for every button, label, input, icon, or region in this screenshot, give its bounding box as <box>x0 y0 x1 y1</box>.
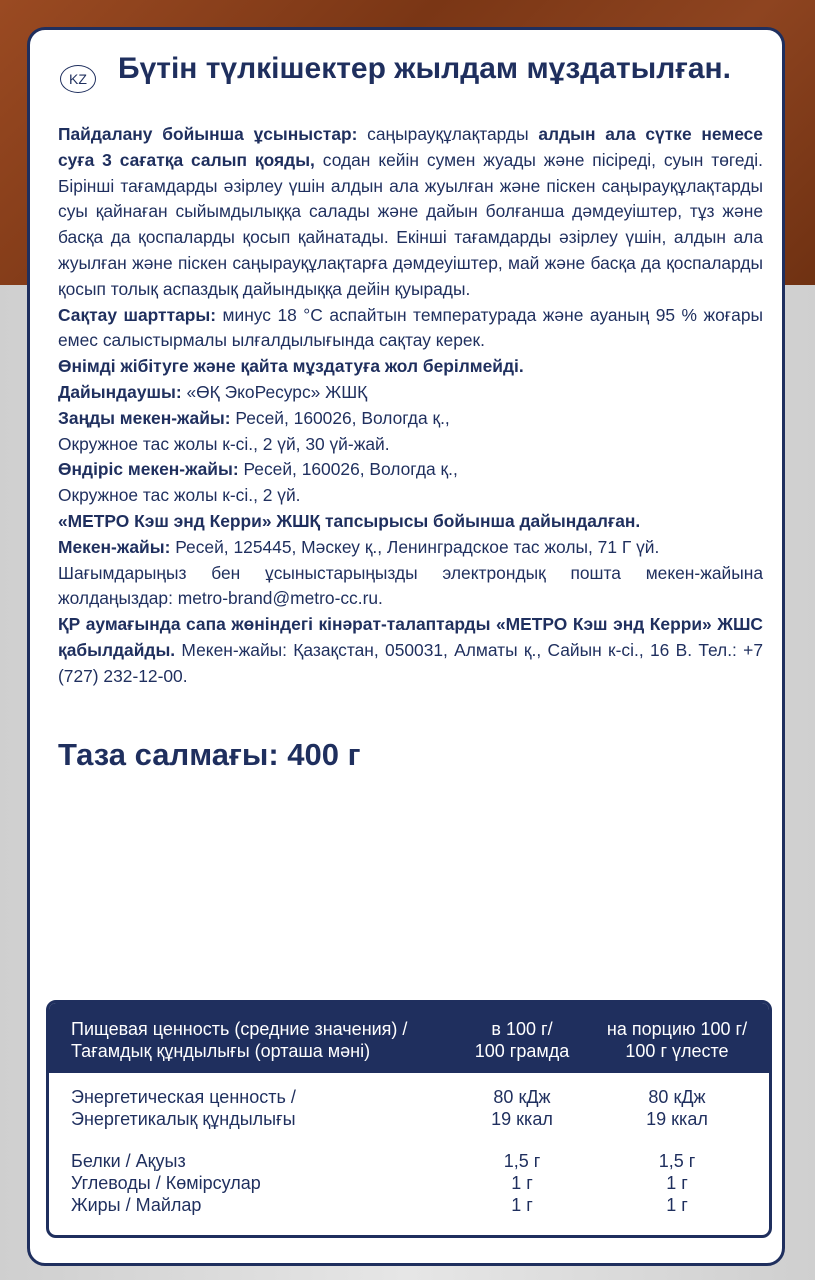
carbs-portion: 1 г <box>666 1173 688 1193</box>
protein-per100: 1,5 г <box>503 1151 541 1171</box>
production-address-line1: Ресей, 160026, Вологда қ., <box>238 459 458 480</box>
legal-address-line1: Ресей, 160026, Вологда қ., <box>230 407 450 428</box>
energy-name-line1: Энергетическая ценность / <box>71 1087 296 1107</box>
legal-address-label: Заңды мекен-жайы: <box>58 407 231 428</box>
usage-text-1: саңырауқұлақтарды <box>357 124 539 144</box>
manufacturer-label: Дайындаушы: <box>58 381 182 402</box>
fat-name: Жиры / Майлар <box>71 1195 202 1215</box>
header-portion-column <box>597 1018 757 1062</box>
nutrition-body <box>49 1073 769 1235</box>
energy-portion-kj: 80 кДж <box>648 1087 706 1107</box>
manufacturer <box>58 380 763 406</box>
claims-text: Мекен-жайы: Қазақстан, 050031, Алматы қ., Сайын к-сі., 16 В. Тел.: +7 (727) 232-12-00. <box>58 639 763 686</box>
manufacturer-text: «ӨҚ ЭкоРесурс» ЖШҚ <box>181 381 368 402</box>
fat-per100: 1 г <box>511 1195 533 1215</box>
ordered-address-label: Мекен-жайы: <box>58 536 171 557</box>
usage-label: Пайдалану бойынша ұсыныстар: <box>58 124 358 144</box>
energy-per100-kcal: 19 ккал <box>491 1109 553 1129</box>
energy-name-line2: Энергетикалық құндылығы <box>71 1109 296 1129</box>
claims-note <box>58 612 763 689</box>
nutrition-header <box>49 1003 769 1073</box>
nutrition-table <box>46 1000 772 1238</box>
header-nutrient-column <box>71 1018 461 1062</box>
net-weight: Таза салмағы: 400 г <box>58 737 361 772</box>
header-col1-line2: Тағамдық құндылығы (орташа мәні) <box>71 1041 371 1061</box>
usage-recommendations <box>58 122 763 303</box>
header-col2-line1: в 100 г/ <box>491 1019 553 1039</box>
energy-per100-kj: 80 кДж <box>493 1087 551 1107</box>
fat-portion: 1 г <box>666 1195 688 1215</box>
ordered-by: «МЕТРО Кэш энд Керри» ЖШҚ тапсырысы бойынша дайындалған. <box>58 510 641 531</box>
header-col3-line1: на порцию 100 г/ <box>606 1019 748 1039</box>
energy-portion <box>597 1086 757 1130</box>
label-text <box>58 122 763 690</box>
kz-language-badge: KZ <box>60 65 96 93</box>
energy-per100 <box>467 1086 577 1130</box>
protein-portion: 1,5 г <box>658 1151 696 1171</box>
production-address <box>58 457 763 483</box>
carbs-per100: 1 г <box>511 1173 533 1193</box>
protein-name: Белки / Ақуыз <box>71 1151 186 1171</box>
header-col2-line2: 100 грамда <box>474 1041 570 1061</box>
legal-address-line2: Окружное тас жолы к-сі., 2 үй, 30 үй-жай. <box>58 433 390 454</box>
refreeze-warning: Өнімді жібітуге және қайта мұздатуға жол берілмейді. <box>58 356 524 377</box>
storage-conditions <box>58 303 763 355</box>
header-col3-line2: 100 г үлесте <box>625 1041 729 1061</box>
ordered-address <box>58 535 763 561</box>
header-col1-line1: Пищевая ценность (средние значения) / <box>71 1019 408 1039</box>
energy-name <box>71 1086 461 1130</box>
usage-bold: алдын ала сүтке немесе суға 3 сағатқа салып қояды, <box>58 124 763 170</box>
legal-address <box>58 406 763 432</box>
product-title: Бүтін түлкішектер жылдам мұздатылған. <box>118 52 731 85</box>
storage-text: минус 18 °С аспайтын температурада және ауаның 95 % жоғары емес салыстырмалы ылғалдылығында сақтау керек. <box>58 304 763 351</box>
ordered-address-text: Ресей, 125445, Мәскеу қ., Ленинградское тас жолы, 71 Г үй. <box>170 536 660 557</box>
production-address-label: Өндіріс мекен-жайы: <box>58 459 239 480</box>
usage-text-2: содан кейін сумен жуады және пісіреді, суын төгеді. Бірінші тағамдарды әзірлеу үшін алдын ала жуылған және піскен саңырауқұлақтарды суы қайнаған сыйымдылыққа салады және дайын болғанша дәмдеуіштер, тұз және басқа да қоспаларды қосып қайнатады. Екінші тағамдарды әзірлеу үшін, алдын ала жуылған және піскен саңырауқұлақтарға дәмдеуіштер, май және басқа да қоспаларды қосып толық аспаздық дайындыққа дейін қуырады. <box>58 149 763 299</box>
claims-bold: ҚР аумағында сапа жөніндегі кінәрат-талаптарды «МЕТРО Кэш энд Керри» ЖШС қабылдайды. <box>58 614 763 660</box>
complaints-note: Шағымдарыңыз бен ұсыныстарыңызды электрондық пошта мекен-жайына жолдаңыздар: metro-brand@metro-cc.ru. <box>58 562 763 609</box>
carbs-name: Углеводы / Көмірсулар <box>71 1173 261 1193</box>
energy-portion-kcal: 19 ккал <box>646 1109 708 1129</box>
storage-label: Сақтау шарттары: <box>58 304 217 325</box>
production-address-line2: Окружное тас жолы к-сі., 2 үй. <box>58 485 301 506</box>
header-per100-column <box>467 1018 577 1062</box>
